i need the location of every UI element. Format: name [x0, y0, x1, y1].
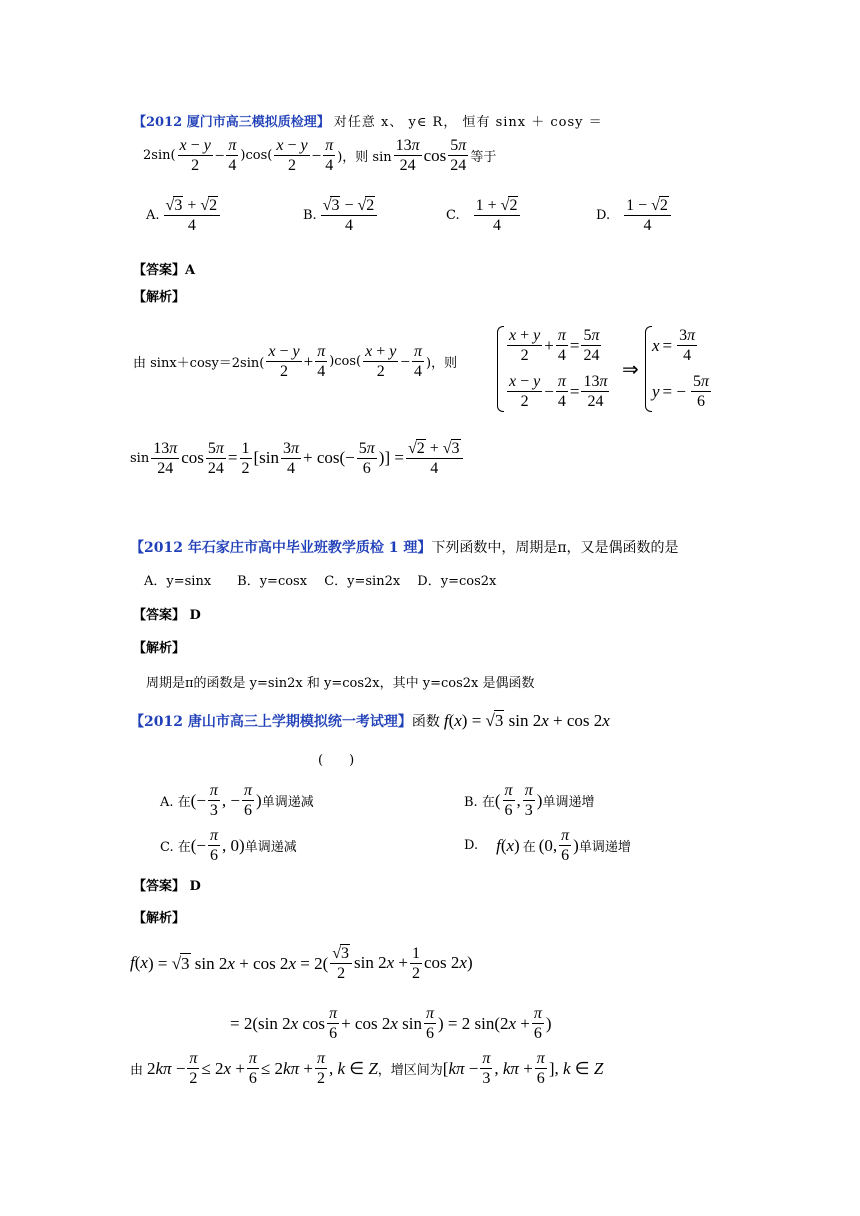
option-label: A. — [146, 207, 160, 223]
option-text: 单调递增 — [542, 795, 595, 810]
fraction: $\frac{√2 + √3}{4}$ — [406, 439, 463, 477]
option-text: 单调递增 — [578, 840, 631, 855]
fraction: 1 + √2 4 — [474, 196, 521, 234]
fraction: $\frac{\pi}{4}$ — [325, 137, 334, 174]
text-2sin: 2sin( — [143, 148, 176, 163]
option-label: D. — [464, 838, 479, 853]
option-label: A. 在 — [160, 795, 191, 810]
answer-label: 【答案】 — [133, 608, 186, 623]
text-cos: )cos( — [240, 148, 273, 163]
problem3-analysis-label: 【解析】 — [133, 911, 186, 926]
option-label: C. — [446, 207, 460, 223]
answer-value: D — [189, 879, 201, 894]
fraction: $\frac{5\pi}{6}$ — [692, 373, 709, 410]
fraction: 13π 24 — [153, 439, 178, 477]
option-text: 单调递减 — [244, 840, 297, 855]
fraction: 5π 24 — [450, 137, 467, 174]
problem3-source: 【2012 唐山市高三上学期模拟统一考试理】 — [130, 713, 412, 730]
fraction: $\frac{\pi}{4}$ — [317, 343, 326, 380]
text-equals: 等于 — [470, 150, 497, 165]
text-then-sin: )，则 sin — [337, 150, 392, 165]
solution-text: 由 sinx＋cosy＝2sin( — [133, 356, 265, 371]
problem3-derivation-line1: f ( x ) = √3 sin 2x + cos 2x = 2( √3 2 sin 2x + $\frac{1}{2}$ cos 2x) — [130, 944, 473, 982]
problem1-option-a — [146, 196, 222, 234]
fraction: 3π 4 — [283, 439, 300, 477]
fraction: x − y 2 — [276, 137, 308, 174]
fraction: $\frac{1}{2}$ — [412, 944, 420, 982]
problem3-derivation-line3: 由 2kπ − $\frac{\pi}{2}$ ≤ 2x + $\frac{\pi}{6}$ ≤ 2kπ + $\frac{\pi}{2}$ , k ∈ Z ，增区间为 [kπ − $\frac{\pi}{3}$ , kπ + $\frac{\pi}{6}$ ], k ∈ Z — [130, 1050, 604, 1087]
fraction: $\frac{\pi}{6}$ — [248, 1050, 257, 1087]
problem1-solution-line2: sin 13π 24 cos $\frac{5\pi}{24}$ = $\frac{1}{2}$ [sin 3π 4 + cos(− $\frac{5\pi}{6}$ )] = $\frac{√2 + √3}{4}$ — [130, 439, 465, 477]
problem2-options: A．y=sinx B．y=cosx C．y=sin2x D．y=cos2x — [144, 574, 497, 589]
problem3-derivation-line2: = 2(sin 2x cos π 6 + cos 2x sin π 6 ) = 2 sin(2x + $\frac{\pi}{6}$ ) — [230, 1005, 552, 1042]
option-label: B. — [303, 207, 317, 223]
option-label: C. 在 — [160, 840, 191, 855]
system-brace — [497, 326, 504, 412]
problem2-stem: 下列函数中，周期是π，又是偶函数的是 — [431, 540, 679, 556]
problem1-formula-line: 2sin( x − y 2 − $\frac{\pi}{4}$ )cos( x − y 2 − $\frac{\pi}{4}$ )，则 sin 13π 24 cos 5π 24 等于 — [143, 137, 497, 174]
fraction: π 6 — [561, 827, 570, 864]
result-y: y = − $\frac{5\pi}{6}$ — [652, 373, 709, 410]
fraction: $\frac{\pi}{4}$ — [413, 343, 422, 380]
derivation-text: 由 — [130, 1063, 144, 1078]
fraction: $\frac{5\pi}{24}$ — [207, 439, 224, 477]
result-x: x = $\frac{3\pi}{4}$ — [652, 327, 696, 364]
fraction: $\frac{\pi}{4}$ — [557, 373, 566, 410]
fraction: π 6 — [425, 1005, 434, 1042]
fraction: x − y 2 — [509, 373, 541, 410]
problem3-option-c: C. 在 (− $\frac{\pi}{6}$ , 0) 单调递减 — [160, 827, 297, 864]
fraction: $\frac{\pi}{6}$ — [536, 1050, 545, 1087]
solution-text: sin — [130, 450, 150, 466]
fraction: $\frac{\pi}{4}$ — [557, 327, 566, 364]
fraction: $\frac{5\pi}{6}$ — [358, 439, 375, 477]
problem3-paren: ( ) — [318, 753, 355, 768]
option-label: B. 在 — [464, 795, 495, 810]
fraction: $\frac{\pi}{3}$ — [209, 782, 218, 819]
system-eq2: x − y 2 − $\frac{\pi}{4}$ = $\frac{13\pi}{24}$ — [509, 373, 608, 410]
problem1-stem: 对任意 x、 y∈ R， 恒有 sinx ＋ cosy ＝ — [333, 115, 603, 130]
fraction: $\frac{\pi}{3}$ — [482, 1050, 491, 1087]
fraction: 1 − √2 4 — [624, 196, 671, 234]
option-text: 单调递减 — [261, 795, 314, 810]
problem1-analysis-label: 【解析】 — [133, 290, 186, 305]
problem1-answer — [133, 259, 195, 278]
fraction: π 3 — [524, 782, 533, 819]
problem3-option-a: A. 在 (− $\frac{\pi}{3}$ , − $\frac{\pi}{6}$ ) 单调递减 — [160, 782, 314, 819]
fraction: 13π 24 — [395, 137, 420, 174]
fraction: √3 2 — [330, 944, 352, 982]
problem1-option-d — [596, 196, 673, 234]
problem2-analysis: 周期是π的函数是 y=sin2x 和 y=cos2x，其中 y=cos2x 是偶函数 — [146, 676, 535, 691]
solution-text: )cos( — [329, 354, 362, 369]
system-eq1: x + y 2 + $\frac{\pi}{4}$ = $\frac{5\pi}{24}$ — [509, 327, 600, 364]
problem3-option-d: D. f ( x ) 在 (0, π 6 ) 单调递增 — [464, 827, 631, 864]
fraction: $\frac{13\pi}{24}$ — [583, 373, 608, 410]
answer-value: D — [189, 608, 201, 623]
problem3-stem: 函数 — [411, 713, 440, 730]
problem2-source: 【2012 年石家庄市高中毕业班教学质检 1 理】 — [130, 540, 432, 556]
derivation-text: ，增区间为 — [377, 1063, 443, 1078]
problem3-answer — [133, 875, 201, 894]
fraction: $\frac{\pi}{2}$ — [316, 1050, 325, 1087]
fraction: π 6 — [329, 1005, 338, 1042]
solution-text: )，则 — [426, 356, 458, 371]
option-text: 在 — [522, 840, 536, 855]
answer-label: 【答案】 — [133, 879, 186, 894]
fraction: $\frac{\pi}{4}$ — [228, 137, 237, 174]
problem2-answer — [133, 604, 201, 623]
problem3-header: 【2012 唐山市高三上学期模拟统一考试理】 函数 f ( x ) = √3 sin 2x + cos 2x — [130, 710, 610, 730]
fraction: $\frac{\pi}{2}$ — [189, 1050, 198, 1087]
fraction: √3 − √2 4 — [321, 196, 378, 234]
fraction: $\frac{5\pi}{24}$ — [583, 327, 600, 364]
result-brace — [645, 326, 652, 412]
fraction: π 6 — [504, 782, 513, 819]
fraction: x + y 2 — [365, 343, 397, 380]
fraction: x + y 2 — [509, 327, 541, 364]
fraction: $\frac{1}{2}$ — [241, 439, 250, 477]
problem3-option-b: B. 在 ( π 6 , π 3 ) 单调递增 — [464, 782, 595, 819]
option-label: D. — [596, 207, 611, 223]
fraction: $\frac{3\pi}{4}$ — [679, 327, 696, 364]
answer-value: A — [185, 263, 196, 278]
problem1-solution-line1: 由 sinx＋cosy＝2sin( x − y 2 + $\frac{\pi}{4}$ )cos( x + y 2 − $\frac{\pi}{4}$ )，则 — [133, 343, 458, 380]
fraction: √3 + √2 4 — [164, 196, 221, 234]
fraction: $\frac{\pi}{6}$ — [533, 1005, 542, 1042]
problem1-option-c — [446, 196, 522, 234]
problem2-analysis-label: 【解析】 — [133, 641, 186, 656]
problem1-source: 【2012 厦门市高三模拟质检理】 — [133, 115, 330, 130]
implies-arrow: ⇒ — [622, 359, 639, 381]
problem2-header — [130, 537, 679, 557]
problem1-option-b — [303, 196, 379, 234]
fraction: x − y 2 — [179, 137, 211, 174]
answer-label: 【答案】 — [133, 263, 186, 278]
fraction: $\frac{\pi}{6}$ — [244, 782, 253, 819]
fraction: x − y 2 — [268, 343, 300, 380]
problem1-header — [133, 111, 603, 130]
fraction: $\frac{\pi}{6}$ — [210, 827, 219, 864]
